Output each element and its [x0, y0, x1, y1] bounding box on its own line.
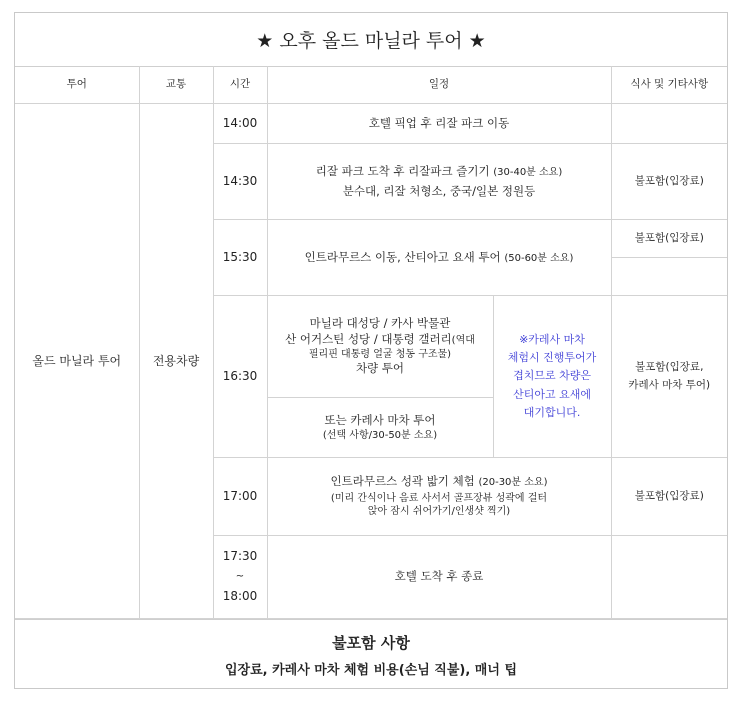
exclusions-footer [15, 619, 727, 689]
time-cell: 14:30 [213, 144, 267, 220]
meal-cell: 불포함(입장료) [611, 144, 727, 220]
schedule-cell [267, 458, 611, 536]
exclusions-title: 불포함 사항 [332, 633, 410, 652]
duration-text: (20-30분 소요) [478, 477, 548, 489]
time-separator: ~ [235, 571, 245, 582]
meal-text: 불포함(입장료, [635, 360, 704, 373]
meal-cell [611, 104, 727, 144]
schedule-cell [267, 144, 611, 220]
duration-text: (선택 사항/30-50분 소요) [322, 429, 438, 441]
meal-cell: 불포함(입장료) [611, 220, 727, 258]
header-schedule: 일정 [267, 66, 611, 104]
time-start: 17:30 [222, 549, 258, 564]
schedule-text: 인트라무르스 성곽 밟기 체험 [330, 474, 475, 489]
schedule-table [15, 66, 727, 619]
header-tour: 투어 [15, 66, 139, 104]
schedule-detail: 분수대, 리잘 처형소, 중국/일본 정원등 [342, 183, 536, 198]
duration-text: (30-40분 소요) [493, 166, 563, 178]
schedule-text: 리잘 파크 도착 후 리잘파크 즐기기 [315, 163, 490, 178]
schedule-cell [267, 398, 493, 458]
note-line: 체험시 진행투어가 [507, 351, 597, 365]
meal-cell [611, 536, 727, 619]
tour-name-cell: 올드 마닐라 투어 [15, 104, 139, 619]
tour-schedule-sheet [14, 12, 728, 689]
page-title: ★ 오후 올드 마닐라 투어 ★ [15, 13, 727, 67]
schedule-text: 인트라무르스 이동, 산티아고 요새 투어 [304, 249, 501, 264]
exclusions-body: 입장료, 카레사 마차 체험 비용(손님 직불), 매너 팁 [224, 662, 518, 678]
time-end: 18:00 [222, 589, 258, 603]
schedule-text: 마닐라 대성당 / 카사 박물관 [309, 316, 451, 331]
time-cell: 15:30 [213, 220, 267, 296]
duration-text: (50-60분 소요) [504, 252, 574, 264]
meal-cell [611, 296, 727, 458]
schedule-cell [267, 296, 493, 398]
note-line: ※카레사 마차 [519, 333, 585, 347]
time-cell: 17:00 [213, 458, 267, 536]
note-line: 대기합니다. [523, 405, 581, 419]
time-cell: 14:00 [213, 104, 267, 144]
table-row [15, 104, 727, 144]
schedule-text: 산 어거스틴 성당 / 대통령 갤러리 [285, 331, 452, 346]
schedule-cell: 호텔 픽업 후 리잘 파크 이동 [267, 104, 611, 144]
schedule-note-small: (역대 [451, 334, 475, 346]
header-time: 시간 [213, 66, 267, 104]
header-meal: 식사 및 기타사항 [611, 66, 727, 104]
meal-cell: 불포함(입장료) [611, 458, 727, 536]
time-cell: 16:30 [213, 296, 267, 458]
time-cell [213, 536, 267, 619]
note-line: 겹치므로 차량은 [513, 369, 591, 383]
schedule-text: 차량 투어 [355, 361, 405, 375]
schedule-cell [267, 220, 611, 296]
transport-cell: 전용차량 [139, 104, 213, 619]
schedule-note-small: 필리핀 대통령 얼굴 청동 구조물) [308, 348, 452, 360]
header-row [15, 66, 727, 104]
schedule-detail: (미리 간식이나 음료 사서서 골프장뷰 성곽에 걸터 [330, 492, 548, 504]
schedule-detail: 앉아 잠시 쉬어가기/인생샷 찍기) [367, 506, 511, 518]
schedule-text: 또는 카레사 마차 투어 [324, 412, 436, 427]
note-line: 산티아고 요새에 [513, 387, 591, 401]
meal-cell-empty [611, 258, 727, 296]
header-transport: 교통 [139, 66, 213, 104]
meal-text: 카레사 마차 투어) [628, 378, 711, 391]
schedule-cell: 호텔 도착 후 종료 [267, 536, 611, 619]
carriage-note [493, 296, 611, 458]
